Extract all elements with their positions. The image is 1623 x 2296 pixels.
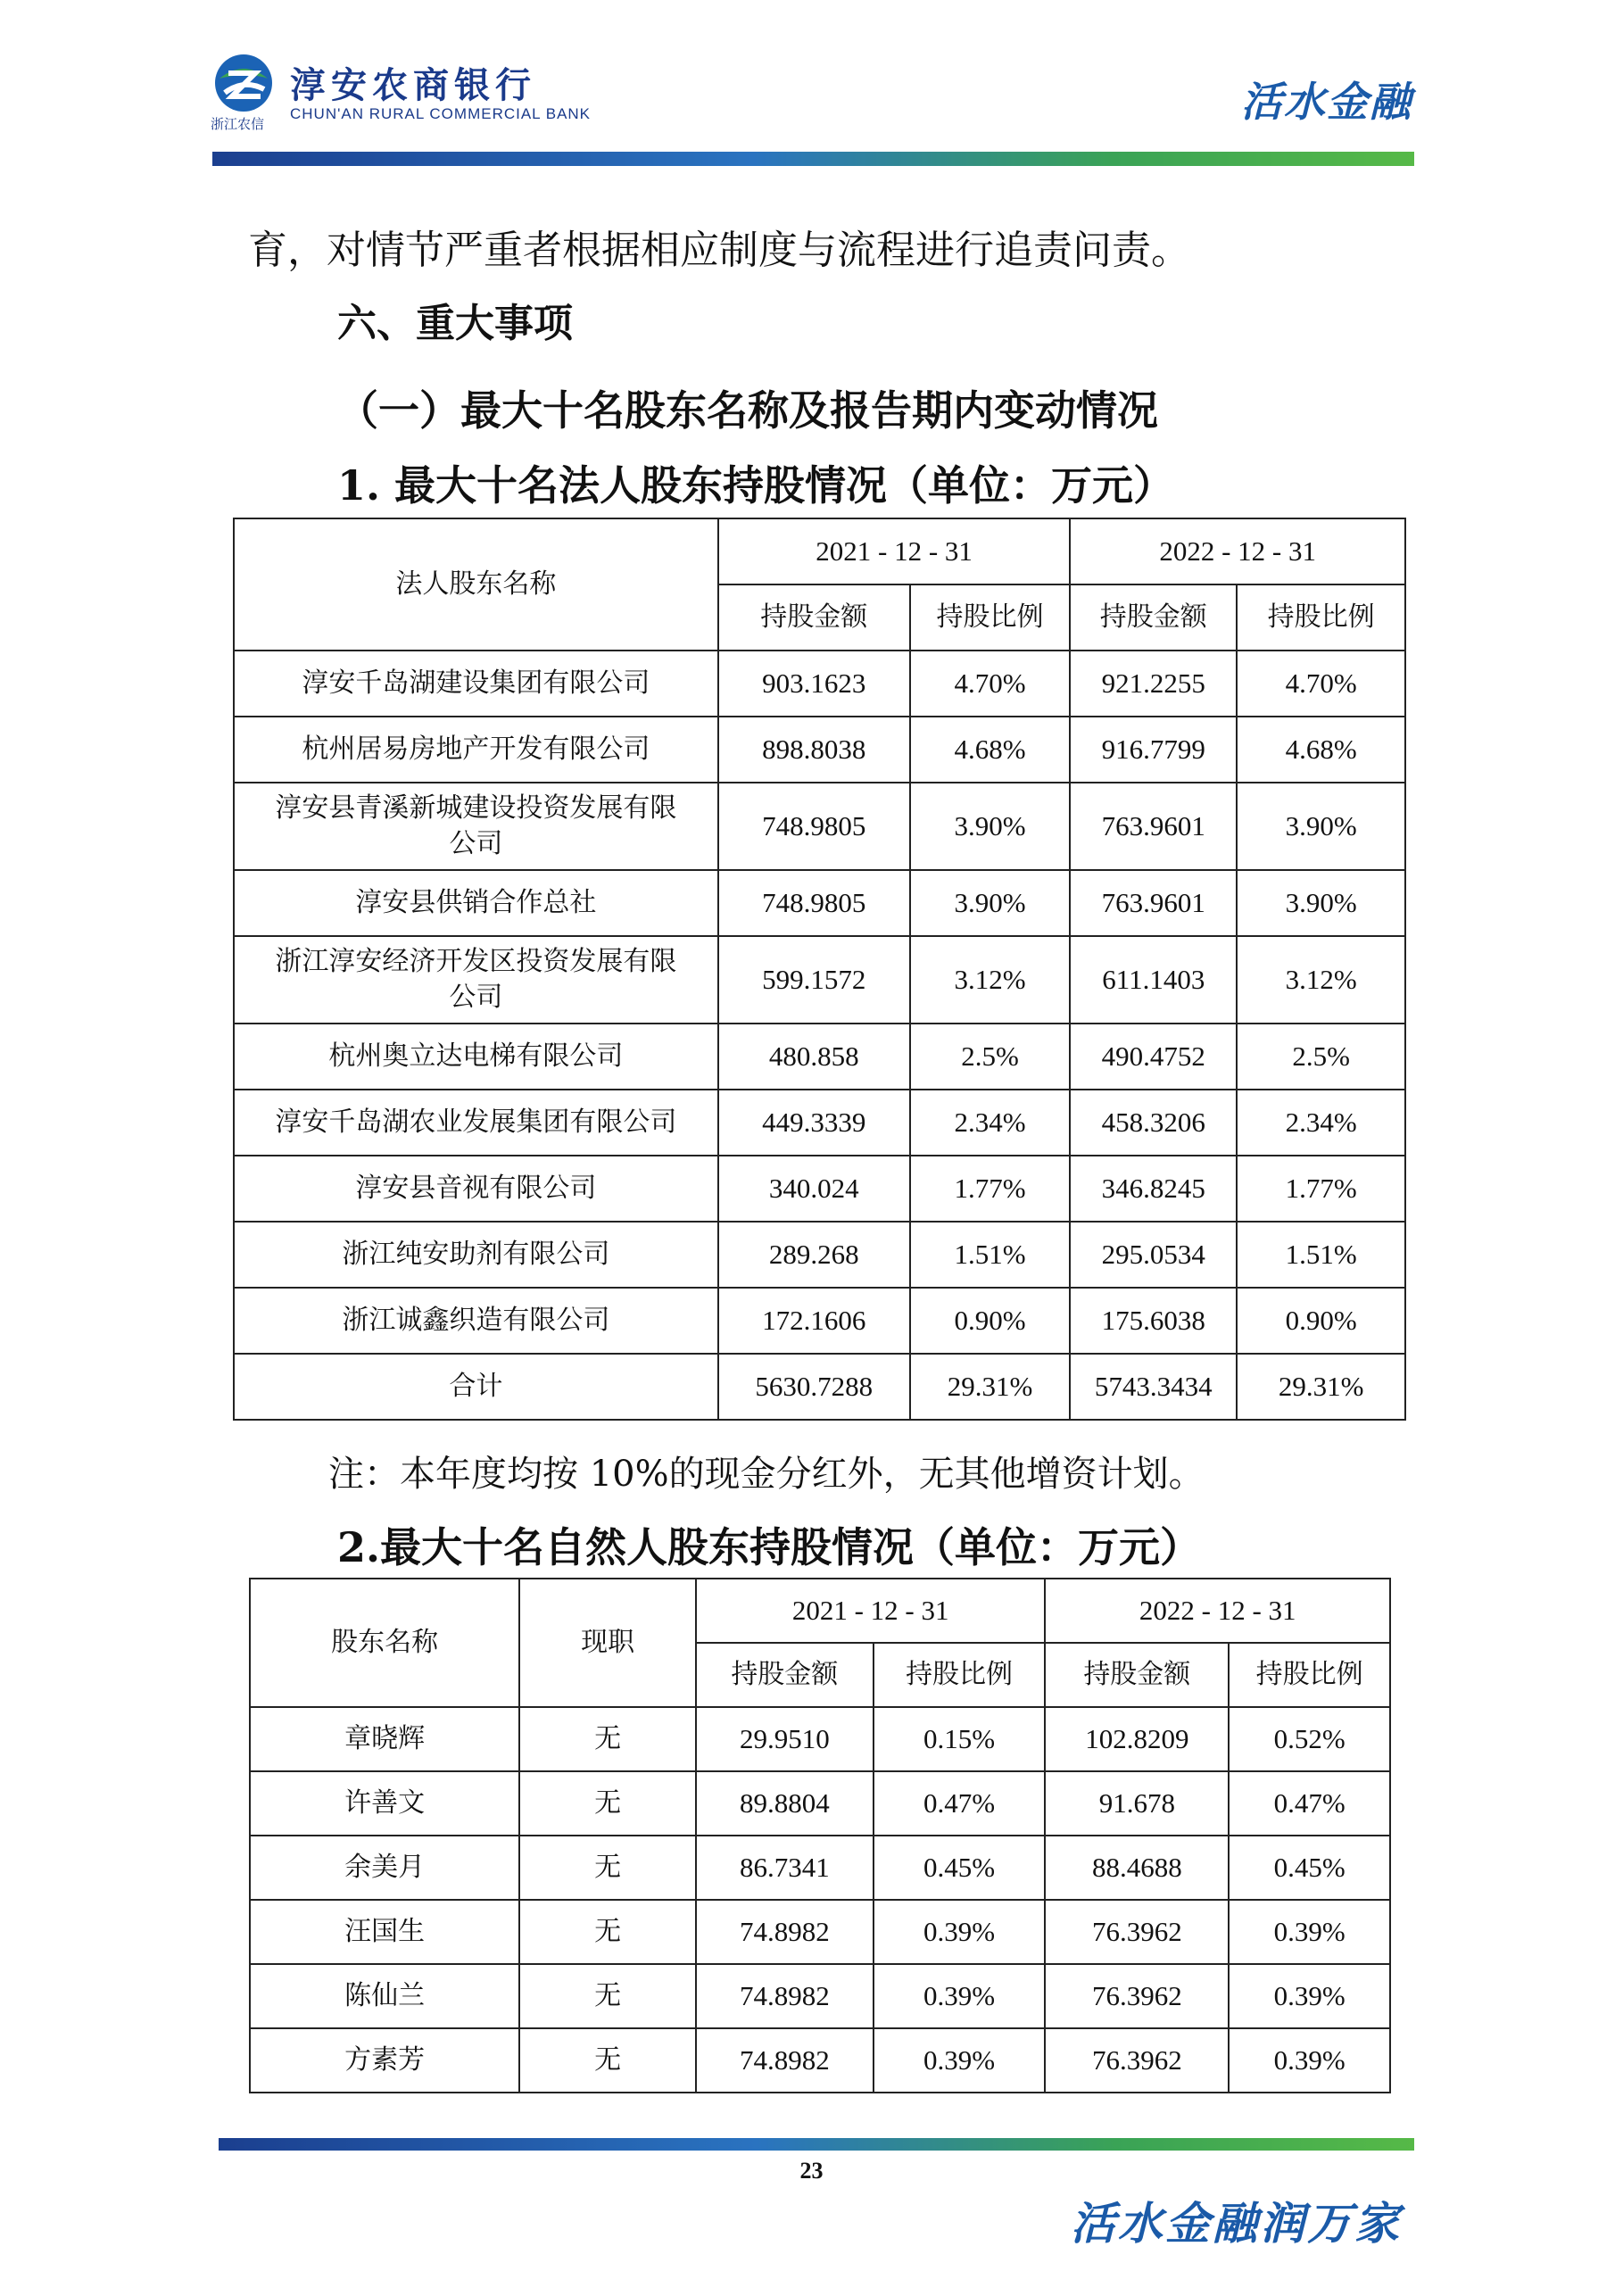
shareholder-name: 许善文 (250, 1771, 519, 1836)
ratio-2021: 4.68% (910, 717, 1071, 783)
col-header-amount: 持股金额 (696, 1643, 874, 1707)
shareholder-name: 余美月 (250, 1836, 519, 1900)
amount-2021: 172.1606 (718, 1288, 910, 1354)
col-header-ratio: 持股比例 (1237, 584, 1405, 651)
ratio-2022: 2.34% (1237, 1090, 1405, 1156)
amount-2021: 74.8982 (696, 1964, 874, 2028)
amount-2021: 74.8982 (696, 2028, 874, 2093)
amount-2022: 611.1403 (1070, 936, 1237, 1024)
total-label: 合计 (234, 1354, 718, 1420)
ratio-2022: 1.77% (1237, 1156, 1405, 1222)
amount-2021: 599.1572 (718, 936, 910, 1024)
amount-2022: 763.9601 (1070, 783, 1237, 870)
amount-2021: 903.1623 (718, 651, 910, 717)
corporate-shareholders-table (233, 518, 1406, 1421)
ratio-2021: 3.90% (910, 783, 1071, 870)
ratio-2022: 3.90% (1237, 783, 1405, 870)
subsection-title: （一）最大十名股东名称及报告期内变动情况 (337, 386, 1158, 435)
amount-2021: 74.8982 (696, 1900, 874, 1964)
ratio-2022: 4.68% (1237, 717, 1405, 783)
amount-2021: 89.8804 (696, 1771, 874, 1836)
amount-2022: 490.4752 (1070, 1024, 1237, 1090)
shareholder-name: 杭州居易房地产开发有限公司 (234, 717, 718, 783)
amount-2022: 91.678 (1045, 1771, 1229, 1836)
current-position: 无 (519, 2028, 696, 2093)
table-row (250, 2028, 1390, 2093)
col-header-ratio: 持股比例 (1229, 1643, 1390, 1707)
col-header-amount: 持股金额 (1070, 584, 1237, 651)
table-row (234, 1024, 1405, 1090)
header-rule (212, 152, 1414, 166)
ratio-2022: 0.47% (1229, 1771, 1390, 1836)
ratio-2022: 1.51% (1237, 1222, 1405, 1288)
current-position: 无 (519, 1771, 696, 1836)
ratio-2022: 0.39% (1229, 2028, 1390, 2093)
shareholder-name: 陈仙兰 (250, 1964, 519, 2028)
ratio-2021: 0.39% (874, 2028, 1046, 2093)
amount-2021: 29.9510 (696, 1707, 874, 1771)
col-header-position: 现职 (519, 1579, 696, 1707)
ratio-2021: 0.45% (874, 1836, 1046, 1900)
table2-title: 2.最大十名自然人股东持股情况（单位：万元） (337, 1523, 1202, 1571)
table1-title: 1. 最大十名法人股东持股情况（单位：万元） (337, 461, 1175, 510)
ratio-2022: 4.70% (1237, 651, 1405, 717)
amount-2021: 340.024 (718, 1156, 910, 1222)
ratio-2022: 0.90% (1237, 1288, 1405, 1354)
ratio-2022: 0.39% (1229, 1900, 1390, 1964)
section-title: 六、重大事项 (337, 301, 573, 346)
current-position: 无 (519, 1964, 696, 2028)
amount-2021: 86.7341 (696, 1836, 874, 1900)
table-row (250, 1771, 1390, 1836)
col-header-amount: 持股金额 (718, 584, 910, 651)
col-header-name: 股东名称 (250, 1579, 519, 1707)
amount-2022: 763.9601 (1070, 870, 1237, 936)
amount-2022: 76.3962 (1045, 2028, 1229, 2093)
amount-2022: 921.2255 (1070, 651, 1237, 717)
table-row (250, 1964, 1390, 2028)
amount-2021: 898.8038 (718, 717, 910, 783)
amount-2021: 748.9805 (718, 870, 910, 936)
table-row (234, 1288, 1405, 1354)
total-ratio-2021: 29.31% (910, 1354, 1071, 1420)
total-amount-2022: 5743.3434 (1070, 1354, 1237, 1420)
table-row (234, 717, 1405, 783)
note-text: 注：本年度均按 10%的现金分红外，无其他增资计划。 (328, 1454, 1205, 1495)
shareholder-name: 浙江纯安助剂有限公司 (234, 1222, 718, 1288)
ratio-2021: 0.39% (874, 1964, 1046, 2028)
ratio-2021: 0.15% (874, 1707, 1046, 1771)
table-row (250, 1836, 1390, 1900)
table-row (234, 870, 1405, 936)
col-header-ratio: 持股比例 (910, 584, 1071, 651)
col-header-period1: 2021 - 12 - 31 (696, 1579, 1045, 1643)
continuation-text: 育，对情节严重者根据相应制度与流程进行追责问责。 (248, 228, 1190, 273)
shareholder-name: 浙江诚鑫织造有限公司 (234, 1288, 718, 1354)
shareholder-name: 淳安千岛湖农业发展集团有限公司 (234, 1090, 718, 1156)
shareholder-name: 方素芳 (250, 2028, 519, 2093)
ratio-2021: 1.51% (910, 1222, 1071, 1288)
ratio-2022: 3.12% (1237, 936, 1405, 1024)
current-position: 无 (519, 1836, 696, 1900)
shareholder-name: 汪国生 (250, 1900, 519, 1964)
table-row (234, 1156, 1405, 1222)
amount-2022: 295.0534 (1070, 1222, 1237, 1288)
amount-2022: 88.4688 (1045, 1836, 1229, 1900)
table-row (234, 936, 1405, 1024)
ratio-2022: 3.90% (1237, 870, 1405, 936)
amount-2022: 175.6038 (1070, 1288, 1237, 1354)
ratio-2021: 0.47% (874, 1771, 1046, 1836)
ratio-2022: 0.52% (1229, 1707, 1390, 1771)
header-slogan: 活水金融 (1241, 78, 1412, 126)
amount-2022: 102.8209 (1045, 1707, 1229, 1771)
ratio-2021: 2.34% (910, 1090, 1071, 1156)
shareholder-name: 章晓辉 (250, 1707, 519, 1771)
col-header-amount: 持股金额 (1045, 1643, 1229, 1707)
current-position: 无 (519, 1900, 696, 1964)
amount-2021: 480.858 (718, 1024, 910, 1090)
col-header-ratio: 持股比例 (874, 1643, 1046, 1707)
col-header-period1: 2021 - 12 - 31 (718, 518, 1071, 584)
footer-slogan: 活水金融润万家 (1071, 2197, 1402, 2250)
col-header-period2: 2022 - 12 - 31 (1070, 518, 1405, 584)
ratio-2021: 2.5% (910, 1024, 1071, 1090)
shareholder-name: 淳安县音视有限公司 (234, 1156, 718, 1222)
shareholder-name: 浙江淳安经济开发区投资发展有限公司 (234, 936, 718, 1024)
table-row (234, 1090, 1405, 1156)
shareholder-name: 淳安千岛湖建设集团有限公司 (234, 651, 718, 717)
amount-2022: 458.3206 (1070, 1090, 1237, 1156)
col-header-period2: 2022 - 12 - 31 (1045, 1579, 1390, 1643)
amount-2021: 748.9805 (718, 783, 910, 870)
amount-2022: 346.8245 (1070, 1156, 1237, 1222)
total-amount-2021: 5630.7288 (718, 1354, 910, 1420)
col-header-name: 法人股东名称 (234, 518, 718, 651)
ratio-2021: 1.77% (910, 1156, 1071, 1222)
current-position: 无 (519, 1707, 696, 1771)
shareholder-name: 淳安县供销合作总社 (234, 870, 718, 936)
amount-2021: 289.268 (718, 1222, 910, 1288)
amount-2021: 449.3339 (718, 1090, 910, 1156)
ratio-2021: 0.39% (874, 1900, 1046, 1964)
ratio-2022: 0.39% (1229, 1964, 1390, 2028)
ratio-2021: 3.90% (910, 870, 1071, 936)
ratio-2022: 0.45% (1229, 1836, 1390, 1900)
table-row (234, 1222, 1405, 1288)
ratio-2021: 4.70% (910, 651, 1071, 717)
table-row (234, 783, 1405, 870)
amount-2022: 916.7799 (1070, 717, 1237, 783)
table-row (250, 1707, 1390, 1771)
table-row (250, 1900, 1390, 1964)
ratio-2022: 2.5% (1237, 1024, 1405, 1090)
bank-logo-icon (212, 52, 275, 114)
shareholder-name: 杭州奥立达电梯有限公司 (234, 1024, 718, 1090)
footer-rule (219, 2138, 1414, 2151)
total-row (234, 1354, 1405, 1420)
total-ratio-2022: 29.31% (1237, 1354, 1405, 1420)
table-row (234, 651, 1405, 717)
logo-caption: 浙江农信 (211, 117, 265, 132)
amount-2022: 76.3962 (1045, 1964, 1229, 2028)
ratio-2021: 0.90% (910, 1288, 1071, 1354)
bank-name-cn: 淳安农商银行 (290, 64, 536, 106)
shareholder-name: 淳安县青溪新城建设投资发展有限公司 (234, 783, 718, 870)
amount-2022: 76.3962 (1045, 1900, 1229, 1964)
bank-name-en: CHUN'AN RURAL COMMERCIAL BANK (290, 105, 592, 122)
ratio-2021: 3.12% (910, 936, 1071, 1024)
page-number: 23 (799, 2158, 824, 2184)
individual-shareholders-table (249, 1578, 1391, 2093)
